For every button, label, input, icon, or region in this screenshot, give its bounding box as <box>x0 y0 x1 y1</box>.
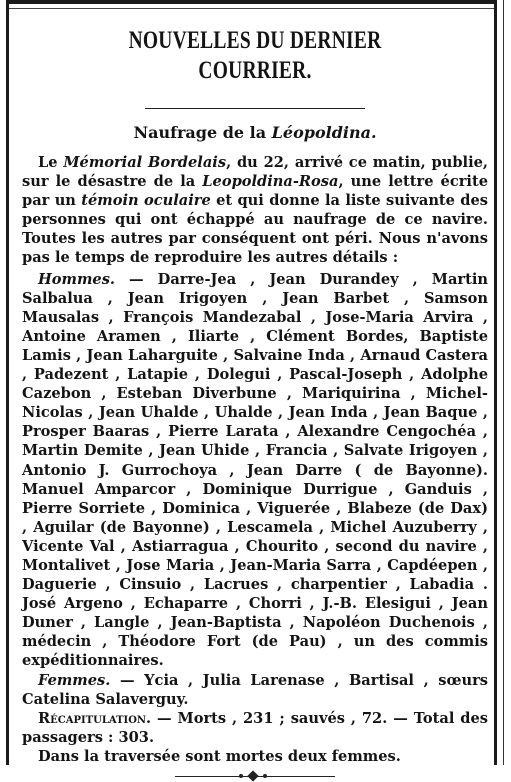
intro-newspaper-name: Mémorial Bordelais <box>63 154 227 171</box>
end-ornament-rule <box>175 776 335 777</box>
intro-text-2: , du 22, arrivé ce matin, publie, sur le désastre de la <box>22 154 488 191</box>
article-headline <box>22 123 488 143</box>
intro-witness: témoin oculaire <box>81 192 211 210</box>
men-label: Hommes. <box>38 270 115 288</box>
masthead-rule <box>145 108 365 109</box>
intro-text-4: et qui donne la liste suivante des personnes qui ont échappé au naufrage de ce navire. Toutes les autres par conséquent ont péri. Nous n'avons pas le temps de reproduire les autres détails : <box>22 192 489 267</box>
left-column-rule <box>6 0 9 765</box>
article-column <box>22 26 488 777</box>
section-masthead: NOUVELLES DU DERNIER COURRIER. <box>128 27 382 84</box>
ornament-dot-right <box>263 774 267 778</box>
women-survivors-paragraph <box>22 671 488 709</box>
intro-text-3: , une lettre écrite par un <box>22 173 488 210</box>
women-list: — Ycia , Julia Larenase , Bartisal , sœurs Catelina Salaverguy. <box>22 671 488 708</box>
top-border-hairline <box>6 8 497 9</box>
women-label: Femmes. <box>38 671 111 689</box>
intro-paragraph <box>22 153 488 268</box>
right-column-hairline <box>503 0 504 765</box>
recap-label: Récapitulation. <box>38 709 152 727</box>
intro-text-1: Le <box>38 154 64 171</box>
headline-prefix: Naufrage de la <box>133 123 272 142</box>
headline-ship-name: Léopoldina. <box>271 123 377 142</box>
ornament-diamond <box>247 770 258 781</box>
men-list: — Darre-Jea , Jean Durandey , Martin Salbalua , Jean Irigoyen , Jean Barbet , Samson Mausalas , François Mandezabal , Jose-Maria Arvira , Antoine Aramen , Iliarte , Clément Bordes, Baptiste Lamis , Jean Laharguite , Salvaine Inda , Arnaud Castera , Padezent , Latapie , Dolegui , Pascal-Joseph , Adolphe Cazebon , Esteban Diverbune , Mariquirina , Michel-Nicolas , Jean Uhalde , Uhalde , Jean Inda , Jean Baque , Prosper Baaras , Pierre Larata , Alexandre Cengochéa , Martin Demite , Jean Uhide , Francia , Salvate Irigoyen , Antonio J. Gurrochoya , Jean Darre ( de Bayonne). Manuel Amparcor , Dominique Durrigue , Ganduis , Pierre Sorriete , Dominica , Viguerée , Blabeze (de Dax) , Aguilar (de Bayonne) , Lescamela , Michel Auzuberry , Vicente Val , Astiarragua , Chourito , second du navire , Montalivet , Jose Maria , Jean-Maria Sarra , Capdéepen , Daguerie , Cinsuio , Lacrues , charpentier , Labadia . José Argeno , Echaparre , Chorri , J.-B. Elesigui , Jean Duner , Langle , Jean-Baptista , Napoléon Duchenois , médecin , Théodore Fort (de Pau) , un des commis expéditionnaires. <box>22 270 488 670</box>
recap-paragraph <box>22 709 488 747</box>
right-column-rule <box>494 0 497 765</box>
intro-ship-name: Leopoldina-Rosa <box>202 173 339 191</box>
men-survivors-paragraph <box>22 270 488 671</box>
recap-text: — Morts , 231 ; sauvés , 72. — Total des passagers : 303. <box>22 709 488 746</box>
ornament-dot-left <box>239 774 243 778</box>
closing-paragraph: Dans la traversée sont mortes deux femmes. <box>38 747 401 765</box>
top-border-rule <box>6 0 497 4</box>
